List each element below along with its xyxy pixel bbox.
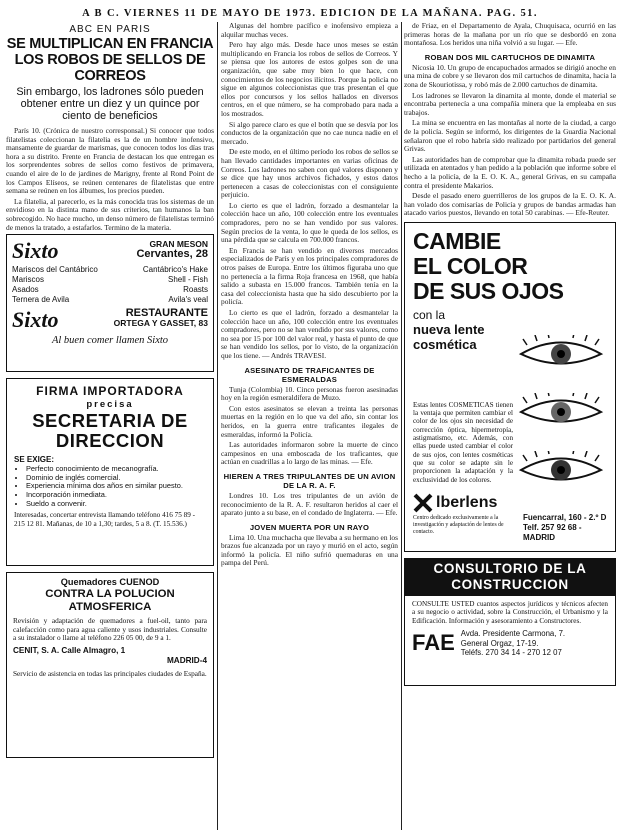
cambie-line-3: DE SUS OJOS — [413, 277, 564, 304]
menu-item: Cantábrico's Hake — [142, 265, 208, 275]
quem-body: Revisión y adaptación de quemadores a fuel-oil, tanto para calefacción como para agua caliente y usos industriales. Consulte a su instalador o llame al teléfono 226 05 00, de 9 a 1. — [13, 616, 207, 643]
article-paragraph: Con estos asesinatos se elevan a treinta las personas muertas en la región en lo que va del año, sin contar los heridos, en la guerra entre traficantes ilegales de esmeraldas, informó la Policía. — [221, 403, 398, 439]
article-paragraph: Lo cierto es que el ladrón, forzado a desmantelar la colección hace un año, 100 colección entre los eventuales compradores, pero no se han vendido por sus valores, como no sea por 15 por 100 del valor real, y hasta el punto de que se han vendido los sellos, por lo visto, de la organización que los tiene. — Andrés TRAVESI. — [221, 308, 398, 360]
cambie-con: con la — [413, 307, 446, 322]
cambie-product-1: nueva lente — [413, 321, 485, 337]
section-heading: JOVEN MUERTA POR UN RAYO — [249, 522, 370, 532]
quem-company-address: CENIT, S. A. Calle Almagro, 1 — [13, 645, 126, 655]
requirement-item: • Dominio de inglés comercial. — [26, 474, 206, 483]
requirement-item: • Sueldo a convenir. — [26, 500, 206, 509]
column-left — [6, 22, 214, 832]
article-paragraph: Tunja (Colombia) 10. Cinco personas fueron asesinadas hoy en la región esmeraldífera de Muzo. — [221, 384, 398, 403]
article-subhead: Sin embargo, los ladrones sólo pueden obtener entre un diez y un quince por ciento de beneficios — [16, 86, 204, 122]
cambie-body: Estas lentes COSMETICAS tienen la ventaja que permiten cambiar el color de los ojos sin necesidad de corrección óptica, hipermetropía, astigmatismo, etc. Además, con ellas puede usted cambiar el color de sus ojos, con lentes cosméticas que su color se adapte sin le proporcionen la adaptación y la exclusividad de los colores. — [413, 400, 513, 484]
column-middle — [221, 22, 398, 832]
article-paragraph: Algunas del hombre pacífico e inofensivo empieza a alquilar muchas veces. — [221, 22, 398, 39]
fae-logo: FAE — [412, 630, 455, 656]
page-header: A B C. VIERNES 11 DE MAYO DE 1973. EDICION DE LA MAÑANA. PAG. 51. — [82, 8, 538, 19]
sixto-restaurant-address: ORTEGA Y GASSET, 83 — [113, 318, 208, 329]
menu-item: Mariscos — [12, 275, 45, 285]
ad-firma-importadora — [6, 378, 214, 566]
sixto-logo-2: Sixto — [12, 307, 59, 333]
column-rule — [217, 22, 218, 830]
article-paragraph: En Francia se han vendido en diversos mercados especializados de París y en los principales compradores de otros países de Europa. Entre los últimos figuraba uno que no pertenecía a la firma Roja francesa en 1968, que había salido a subasta en 15.000 francos. También tenía en la casa del coleccionista hasta que ha sido descubierto por la policía. — [221, 245, 398, 307]
article-kicker: ABC EN PARIS — [69, 24, 151, 35]
article-paragraph: Las autoridades informaron sobre la muerte de cinco campesinos en una emboscada de los traficantes, que actúan en cuadrillas a lo largo de las minas. — Efe. — [221, 440, 398, 467]
sixto-slogan: Al buen comer llamen Sixto — [51, 335, 169, 347]
iberlens-x-icon — [413, 493, 433, 513]
eye-illustration — [517, 451, 605, 489]
firma-title: FIRMA IMPORTADORA — [36, 384, 184, 399]
article-headline: SE MULTIPLICAN EN FRANCIA LOS ROBOS DE SELLOS DE CORREOS — [6, 36, 214, 84]
section-heading: ASESINATO DE TRAFICANTES DE ESMERALDAS — [244, 365, 375, 384]
firma-precisa: precisa — [86, 399, 134, 411]
ad-iberlens — [404, 222, 616, 552]
column-rule — [401, 22, 402, 830]
quem-brand: Quemadores CUENOD — [60, 577, 160, 588]
sixto-restaurant-label: RESTAURANTE — [125, 307, 208, 320]
section-heading: HIEREN A TRES TRIPULANTES DE UN AVION DE LA R. A. F. — [223, 471, 396, 490]
menu-item: Ternera de Avila — [12, 295, 70, 305]
menu-item: Avila's veal — [168, 295, 208, 305]
firma-requirements-list — [14, 465, 206, 508]
iberlens-name: lberlens — [436, 493, 498, 511]
ad-quemadores-cuenod — [6, 572, 214, 758]
article-paragraph: Londres 10. Los tres tripulantes de un avión de reconocimiento de la R. A. F. resultaron heridos al caer el aparato junto a su base, en el condado de Inglaterra. — Efe. — [221, 490, 398, 518]
cambie-line-2: EL COLOR — [413, 252, 528, 279]
fae-address — [461, 629, 565, 657]
iberlens-phone: Telf. 257 92 68 - MADRID — [523, 522, 582, 542]
article-paragraph: Si algo parece claro es que el botín que se desvía por los conductos de la organización que no cae nunca nadie en el mercado. — [221, 119, 398, 146]
eye-illustration — [517, 393, 605, 431]
quem-city: MADRID-4 — [166, 655, 207, 665]
firma-requirements-label: SE EXIGE: — [14, 455, 55, 465]
iberlens-brand — [413, 493, 497, 513]
requirement-item: • Perfecto conocimiento de mecanografía. — [26, 465, 206, 474]
requirement-item: • Incorporación inmediata. — [26, 491, 206, 500]
article-paragraph: La mina se encuentra en las montañas al norte de la ciudad, a cargo de la policía. Según se informó, los dirigentes de la Guardia Nacional señalaron que el robo habría sido realizado por partidarios del general Grivas. — [404, 118, 616, 154]
article-paragraph: Nicosia 10. Un grupo de encapuchados armados se dirigió anoche en una mina de cobre y se llevaron dos mil cartuchos de dinamita, hacia la zona de Skouriotissa, y robó más de 2.000 cartuchos de dinamita. — [404, 62, 616, 89]
article-paragraph: Lima 10. Una muchacha que llevaba a su hermano en los brazos fue alcanzada por un rayo y murió en el acto, según informó la policía. El niño sufrió quemaduras en una pampa del Perú. — [221, 532, 398, 568]
fae-address-line: General Orgaz, 17-19. — [460, 638, 539, 648]
menu-item: Asados — [12, 285, 39, 295]
article-paragraph: París 10. (Crónica de nuestro corresponsal.) Si conocer que todos filatelistas coleccionan la filatelia es la de un hombre inofensivo, mansamente de guardar de marismas, que conocen todos los días tras hora a su distrito. Frente en Francia de destacan los que entregan es los sorprendentes sobres de sellos como festivos de primavera, cuando el aire de lo de jardines de Marigny, frente al Rond Point de los Campos Elíseos, se reúnen centenares de filatelistas que entre semana se reúnen en los álbumes, los precios pueden. — [6, 126, 214, 196]
quem-service: Servicio de asistencia en todas las principales ciudades de España. — [13, 668, 207, 678]
article-paragraph: Las autoridades han de comprobar que la dinamita robada puede ser utilizada en atentados y han pedido a la población que informe sobre el hecho a la policía, de la E. O. K. A., general Grivas, en su campaña contra el presidente Makarios. — [404, 154, 616, 190]
fae-phone: Teléfs. 270 34 14 - 270 12 07 — [460, 647, 562, 657]
article-paragraph: De este modo, en el último período los robos de sellos se han llevado cantidades importantes en varias oficinas de Correos. Los ladrones no saben con qué valores disponen y se dice que hay unos archivos fichados, y estos datos pertenecen a casas de coleccionistas con el consiguiente perjuicio. — [221, 147, 398, 200]
ad-sixto — [6, 234, 214, 372]
iberlens-address — [523, 513, 615, 543]
menu-item: Shell - Fish — [167, 275, 208, 285]
sixto-menu-spanish — [12, 265, 98, 305]
eye-illustration — [517, 335, 605, 373]
firma-position: SECRETARIA DE DIRECCION — [32, 410, 188, 452]
article-paragraph: La filatelia, al parecerlo, es la más conocida tras los sistemas de un envidioso en la distinta mano de sus criterios, tan humanos la ban sobrecogido. No hace mucho, un denso número de filatelistas terminó de menos la tratado, a estafarlos. Termino de la materia. — [6, 196, 214, 232]
article-paragraph: Los ladrones se llevaron la dinamita al monte, donde el material se encontraba pertenecía a una compañía minera que la empleaba en sus trabajos. — [404, 90, 616, 117]
article-paragraph: Pero hay algo más. Desde hace unos meses se están multiplicando en Francia los robos de sellos de Correos. Y se piensa que los autores de estos golpes son de una organización, que sabe muy bien lo que hace, con conocimientos de los negocios ilícitos. Porque la policía no sigue en algunos coleccionistas que tras presentan el que ellos por concursos y los sellos hallados en diversos centros, en el que número, se ha comprobado para nada a los mostrados. — [221, 40, 398, 118]
sixto-menu-english — [143, 265, 208, 305]
sixto-meson-label: GRAN MESON — [149, 239, 208, 250]
consultorio-body: CONSULTE USTED cuantos aspectos jurídicos y técnicos afecten a su negocio o actividad, sobre la Construcción, el Urbanismo y la Edificación. Información y asesoramiento a Constructores. — [412, 599, 608, 625]
section-heading: ROBAN DOS MIL CARTUCHOS DE DINAMITA — [424, 52, 596, 62]
cambie-product-2: cosmética — [413, 336, 477, 352]
cambie-line-1: CAMBIE — [413, 227, 501, 254]
iberlens-street: Fuencarral, 160 - 2.º D — [523, 512, 607, 522]
ad-consultorio-construccion — [404, 558, 616, 686]
iberlens-tagline: Centro dedicado exclusivamente a la investigación y adaptación de lentes de contacto. — [413, 514, 504, 535]
consultorio-title: CONSULTORIO DE LA CONSTRUCCION — [405, 559, 615, 596]
menu-item: Mariscos del Cantábrico — [12, 265, 98, 275]
article-paragraph: Lo cierto es que el ladrón, forzado a desmantelar la colección hace un año, 100 colección entre los eventuales compradores, pero no se han vendido por sus valores. Según precios de la venta, lo que le queda de los sellos, es una pérdida que se calcula en 700.000 francos. — [221, 200, 398, 245]
column-right — [404, 22, 616, 832]
article-paragraph: de Friaz, en el Departamento de Ayala, Chuquisaca, ocurrió en las primeras horas de la mañana por un río que se desbordó en zona montañosa. Los heridos una niña volvió a su lugar. — Efe. — [404, 22, 616, 48]
sixto-meson-address: Cervantes, 28 — [136, 248, 208, 261]
quem-headline: CONTRA LA POLUCION ATMOSFERICA — [45, 588, 175, 613]
requirement-item: • Experiencia mínima dos años en similar puesto. — [26, 482, 206, 491]
menu-item: Roasts — [183, 285, 208, 295]
firma-contact: Interesadas, concertar entrevista llamando teléfono 416 75 89 - 215 12 81. Mañanas, de 10 a 1,30; tardes, 5 a 8. (T. 15.536.) — [14, 511, 196, 528]
article-paragraph: Desde el pasado enero guerrilleros de los grupos de la E. O. K. A. han volado dos comisarías de Policía y grupos de bandas armadas han atacado varios puestos, llevando en total 50 carabinas. — Efe-Reuter. — [404, 191, 616, 218]
fae-address-line: Avda. Presidente Carmona, 7. — [460, 629, 566, 639]
sixto-logo: Sixto — [12, 238, 59, 264]
